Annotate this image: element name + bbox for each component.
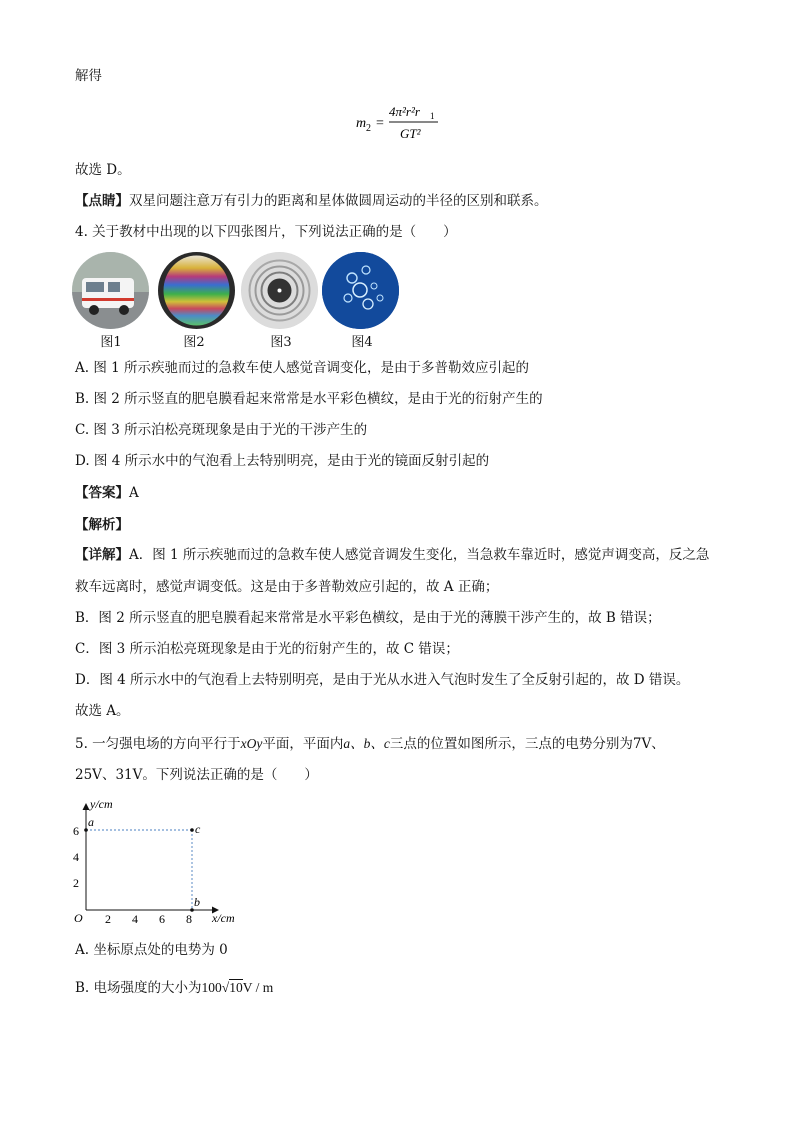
q5-option-b-text: B. 电场强度的大小为 — [75, 980, 202, 996]
point-b-label: b — [194, 895, 200, 909]
q5-plane: xOy — [240, 736, 263, 751]
origin-label: O — [74, 911, 83, 925]
x-axis-label: x/cm — [212, 911, 235, 925]
point-a-label: a — [88, 815, 94, 829]
answer-value: A — [129, 485, 139, 501]
q5-potential-3: 31V — [115, 767, 143, 783]
coordinate-graph — [68, 798, 248, 930]
q5-sep-1: 、 — [651, 736, 665, 752]
q4-option-d: D. 图 4 所示水中的气泡看上去特别明亮，是由于光的镜面反射引起的 — [75, 453, 490, 469]
figure-3-poisson-spot — [241, 252, 318, 329]
formula-m2 — [356, 100, 456, 144]
x-tick-8: 8 — [186, 912, 192, 926]
figure-2-soap-film — [158, 252, 235, 329]
y-tick-2: 2 — [73, 876, 79, 890]
x-tick-2: 2 — [105, 912, 111, 926]
question-5-line-1 — [75, 734, 665, 754]
figure-2-label: 图2 — [183, 335, 205, 350]
text-jiede: 解得 — [75, 68, 102, 84]
figure-3-label: 图3 — [270, 335, 292, 350]
q5-potential-1: 7V — [632, 736, 652, 752]
jiexi-tag: 【解析】 — [75, 517, 129, 533]
figure-1-label: 图1 — [100, 335, 122, 350]
q5-text-a: 5. 一匀强电场的方向平行于 — [75, 736, 241, 752]
xiangjie-line-3: B．图 2 所示竖直的肥皂膜看起来常常是水平彩色横纹，是由于光的薄膜干涉产生的，故 B 错误； — [75, 610, 661, 626]
dianjing-tag: 【点睛】 — [75, 193, 129, 209]
answer-line — [75, 483, 139, 503]
y-tick-4: 4 — [73, 850, 79, 864]
q5-sep-2: 、 — [101, 767, 116, 783]
sqrt-symbol: √ — [221, 980, 230, 995]
xiangjie-line-4: C．图 3 所示泊松亮斑现象是由于光的衍射产生的，故 C 错误； — [75, 641, 459, 657]
formula-lhs-sub: 2 — [366, 123, 371, 134]
point-c — [190, 828, 194, 832]
formula-lhs: m — [356, 116, 367, 131]
formula-eq: = — [376, 116, 384, 131]
x-tick-4: 4 — [132, 912, 138, 926]
formula-numerator: 4π²r²r — [389, 104, 420, 119]
question-4: 4. 关于教材中出现的以下四张图片，下列说法正确的是（ ） — [75, 224, 457, 240]
q5-points: a、b、c — [343, 736, 390, 751]
figure-1-ambulance — [72, 252, 149, 329]
figure-4-label: 图4 — [351, 335, 373, 350]
q4-option-b: B. 图 2 所示竖直的肥皂膜看起来常常是水平彩色横纹，是由于光的衍射产生的 — [75, 391, 543, 407]
q5-option-b-radicand: 10 — [229, 980, 243, 995]
q4-option-c: C. 图 3 所示泊松亮斑现象是由于光的干涉产生的 — [75, 422, 368, 438]
xiangjie-text-1: A．图 1 所示疾驰而过的急救车使人感觉音调发生变化，当急救车靠近时，感觉声调变高，反之急 — [129, 547, 710, 563]
xiangjie-line-2: 救车远离时，感觉声调变低。这是由于多普勒效应引起的，故 A 正确； — [75, 579, 499, 595]
x-tick-6: 6 — [159, 912, 165, 926]
y-axis-label: y/cm — [90, 798, 113, 811]
question-5-line-2 — [75, 765, 318, 785]
q5-text-end: 。下列说法正确的是（ ） — [142, 767, 318, 783]
q5-potential-2: 25V — [75, 767, 102, 783]
text-guxuan-a: 故选 A。 — [75, 703, 130, 719]
q5-option-b-coef: 100 — [201, 980, 222, 995]
xiangjie-line-5: D．图 4 所示水中的气泡看上去特别明亮，是由于光从水进入气泡时发生了全反射引起的，故 D 错误。 — [75, 672, 690, 688]
answer-tag: 【答案】 — [75, 485, 129, 501]
dianjing-text: 双星问题注意万有引力的距离和星体做圆周运动的半径的区别和联系。 — [129, 193, 548, 209]
q5-option-a: A. 坐标原点处的电势为 0 — [75, 942, 228, 958]
formula-denominator: GT² — [400, 126, 421, 141]
q5-text-c: 三点的位置如图所示，三点的电势分别为 — [389, 736, 633, 752]
figure-4-bubbles — [322, 252, 399, 329]
q5-option-b-unit: V / m — [242, 980, 274, 995]
q4-option-a: A. 图 1 所示疾驰而过的急救车使人感觉音调变化，是由于多普勒效应引起的 — [75, 360, 530, 376]
point-c-label: c — [195, 822, 201, 836]
y-tick-6: 6 — [73, 824, 79, 838]
formula-num-sub: 1 — [430, 111, 435, 121]
xiangjie-tag: 【详解】 — [75, 547, 129, 563]
dianjing-line — [75, 191, 548, 211]
q5-text-b: 平面，平面内 — [262, 736, 344, 752]
q5-option-b — [75, 978, 273, 998]
text-guxuan-d: 故选 D。 — [75, 162, 131, 178]
xiangjie-line-1 — [75, 545, 709, 565]
